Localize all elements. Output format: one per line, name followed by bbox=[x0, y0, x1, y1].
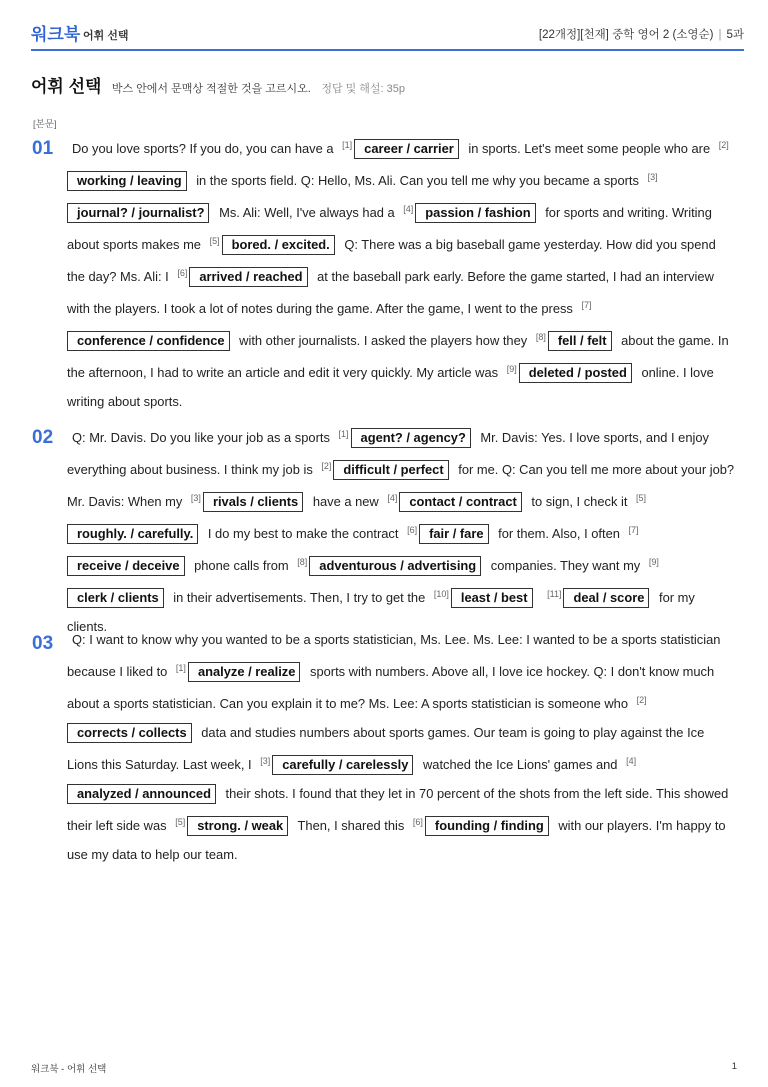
page-number: 1 bbox=[731, 1061, 737, 1072]
blank-number: [5] bbox=[175, 817, 186, 827]
choice-box[interactable]: carefully / carelessly bbox=[272, 755, 413, 775]
passage-01 bbox=[67, 131, 735, 416]
passage-text: sports with numbers. Above all, I love ice hockey. Q: I don't know much about a sports statistician. Can you explain it to me? Ms. Lee: A sports statistician is someone who bbox=[67, 664, 715, 711]
blank-number: [6] bbox=[407, 525, 418, 535]
choice-box[interactable]: founding / finding bbox=[425, 816, 549, 836]
choice-box[interactable]: working / leaving bbox=[67, 171, 187, 191]
blank-number: [5] bbox=[209, 236, 220, 246]
lesson-label: 5과 bbox=[726, 29, 744, 41]
brand-logo-text: 워크북 bbox=[31, 25, 81, 44]
passage-text: at the baseball park early. Before the game started, I had an interview with the players. I took a lot of notes during the game. After the game, I went to the press bbox=[67, 269, 714, 316]
passage-number-02: 02 bbox=[32, 427, 54, 448]
passage-text: online. I love writing about sports. bbox=[67, 365, 714, 409]
choice-box[interactable]: fell / felt bbox=[548, 331, 612, 351]
choice-box[interactable]: deal / score bbox=[563, 588, 649, 608]
passage-text: for my clients. bbox=[67, 590, 695, 634]
answer-reference: 정답 및 해설: 35p bbox=[321, 83, 406, 95]
blank-number: [6] bbox=[412, 817, 423, 827]
passage-text: for sports and writing. Writing about sports makes me bbox=[67, 205, 712, 252]
choice-box[interactable]: agent? / agency? bbox=[351, 428, 471, 448]
blank-number: [1] bbox=[338, 429, 349, 439]
blank-number: [3] bbox=[260, 756, 271, 766]
blank-number: [4] bbox=[387, 493, 398, 503]
passage-text: for me. Q: Can you tell me more about your job? Mr. Davis: When my bbox=[67, 462, 735, 509]
passage-text: companies. They want my bbox=[490, 558, 641, 573]
passage-text: Mr. Davis: Yes. I love sports, and I enjoy everything about business. I think my job is bbox=[67, 430, 709, 477]
choice-box[interactable]: bored. / excited. bbox=[222, 235, 335, 255]
choice-box[interactable]: roughly. / carefully. bbox=[67, 524, 198, 544]
blank-number: [9] bbox=[506, 364, 517, 374]
choice-box[interactable]: deleted / posted bbox=[519, 363, 632, 383]
passage-text: Q: There was a big baseball game yesterday. How did you spend the day? Ms. Ali: I bbox=[67, 237, 716, 284]
choice-box[interactable]: strong. / weak bbox=[187, 816, 288, 836]
passage-text: data and studies numbers about sports games. Our team is going to play against the Ice Lions this Saturday. Last week, I bbox=[67, 725, 705, 772]
blank-number: [6] bbox=[177, 268, 188, 278]
passage-text: about the game. In the afternoon, I had to write an article and edit it very quickly. My article was bbox=[67, 333, 729, 380]
choice-box[interactable]: analyze / realize bbox=[188, 662, 300, 682]
blank-number: [7] bbox=[581, 300, 592, 310]
choice-box[interactable]: career / carrier bbox=[354, 139, 459, 159]
passage-number-01: 01 bbox=[32, 138, 54, 159]
passage-02 bbox=[67, 420, 735, 641]
choice-box[interactable]: journal? / journalist? bbox=[67, 203, 209, 223]
choice-box[interactable]: rivals / clients bbox=[203, 492, 303, 512]
passage-text: their shots. I found that they let in 70 percent of the shots from the left side. This showed their left side was bbox=[67, 786, 729, 833]
blank-number: [1] bbox=[175, 663, 186, 673]
choice-box[interactable]: clerk / clients bbox=[67, 588, 164, 608]
blank-number: [5] bbox=[636, 493, 647, 503]
page-header bbox=[31, 0, 744, 51]
choice-box[interactable]: analyzed / announced bbox=[67, 784, 216, 804]
choice-box[interactable]: fair / fare bbox=[419, 524, 488, 544]
passage-text: with our players. I'm happy to use my data to help our team. bbox=[67, 818, 726, 862]
passage-text: have a new bbox=[312, 494, 379, 509]
blank-number: [1] bbox=[342, 140, 353, 150]
blank-number: [2] bbox=[718, 140, 729, 150]
blank-number: [8] bbox=[535, 332, 546, 342]
header-subtitle: 어휘 선택 bbox=[83, 30, 129, 42]
title-row bbox=[31, 72, 405, 97]
passage-number-03: 03 bbox=[32, 633, 54, 654]
blank-number: [3] bbox=[190, 493, 201, 503]
blank-number: [10] bbox=[433, 589, 449, 599]
choice-box[interactable]: arrived / reached bbox=[189, 267, 307, 287]
passage-text: Do you love sports? If you do, you can have a bbox=[72, 141, 334, 156]
choice-box[interactable]: conference / confidence bbox=[67, 331, 230, 351]
choice-box[interactable]: passion / fashion bbox=[415, 203, 535, 223]
blank-number: [2] bbox=[321, 461, 332, 471]
passage-text: phone calls from bbox=[194, 558, 289, 573]
footer-label: 워크북 - 어휘 선택 bbox=[31, 1064, 107, 1075]
passage-text: in sports. Let's meet some people who are bbox=[468, 141, 711, 156]
header-separator: | bbox=[718, 29, 722, 41]
passage-text: Q: I want to know why you wanted to be a sports statistician, Ms. Lee. Ms. Lee: I wanted to be a sports statistician because I liked to bbox=[67, 632, 721, 679]
instruction-text: 박스 안에서 문맥상 적절한 것을 고르시오. bbox=[111, 83, 311, 95]
course-info bbox=[539, 26, 744, 42]
passage-text: with other journalists. I asked the players how they bbox=[239, 333, 528, 348]
passage-text: Then, I shared this bbox=[297, 818, 405, 833]
section-tag: [본문] bbox=[33, 119, 57, 130]
blank-number: [11] bbox=[547, 589, 562, 599]
blank-number: [3] bbox=[647, 172, 658, 182]
blank-number: [4] bbox=[403, 204, 414, 214]
passage-text: in the sports field. Q: Hello, Ms. Ali. Can you tell me why you became a sports bbox=[196, 173, 639, 188]
choice-box[interactable]: contact / contract bbox=[399, 492, 521, 512]
course-title: [22개정][천재] 중학 영어 2 (소영순) bbox=[538, 29, 714, 41]
choice-box[interactable]: corrects / collects bbox=[67, 723, 192, 743]
passage-text: for them. Also, I often bbox=[498, 526, 620, 541]
choice-box[interactable]: difficult / perfect bbox=[333, 460, 448, 480]
blank-number: [4] bbox=[626, 756, 637, 766]
choice-box[interactable]: least / best bbox=[451, 588, 533, 608]
passage-text: Ms. Ali: Well, I've always had a bbox=[219, 205, 395, 220]
passage-text: I do my best to make the contract bbox=[207, 526, 399, 541]
passage-text: Q: Mr. Davis. Do you like your job as a sports bbox=[72, 430, 330, 445]
blank-number: [2] bbox=[636, 695, 647, 705]
page-title: 어휘 선택 bbox=[31, 77, 102, 96]
blank-number: [9] bbox=[648, 557, 659, 567]
blank-number: [8] bbox=[297, 557, 308, 567]
passage-03 bbox=[67, 625, 735, 869]
blank-number: [7] bbox=[628, 525, 639, 535]
choice-box[interactable]: adventurous / advertising bbox=[309, 556, 481, 576]
choice-box[interactable]: receive / deceive bbox=[67, 556, 185, 576]
passage-text: watched the Ice Lions' games and bbox=[422, 757, 618, 772]
passage-text: in their advertisements. Then, I try to get the bbox=[173, 590, 426, 605]
passage-text: to sign, I check it bbox=[531, 494, 628, 509]
